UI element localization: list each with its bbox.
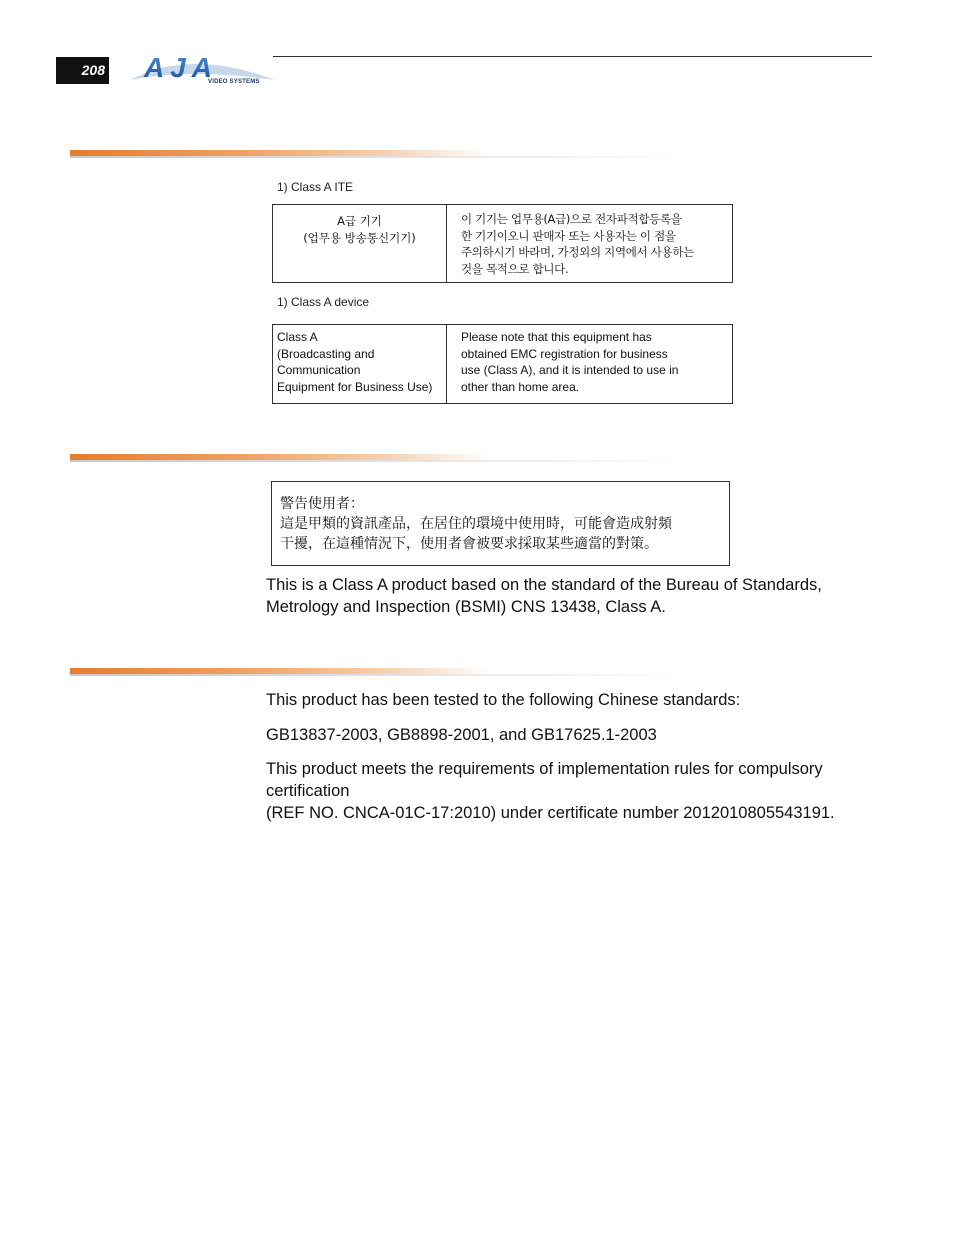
korea-table-en: [272, 324, 733, 404]
korea-label-en: 1) Class A device: [277, 295, 370, 309]
china-paragraph-certification: This product meets the requirements of implementation rules for compulsory certification (REF NO. CNCA-01C-17:2010) under certificate number 2012010805543191.: [266, 760, 835, 822]
china-paragraph-standards: This product has been tested to the following Chinese standards:: [266, 691, 741, 709]
china-paragraph-list: GB13837-2003, GB8898-2001, and GB17625.1-2003: [266, 726, 657, 744]
page-number: 208: [56, 57, 109, 84]
korea-table-kr: [272, 204, 733, 283]
logo-text: AJA: [144, 54, 219, 83]
taiwan-statement: This is a Class A product based on the standard of the Bureau of Standards, Metrology and Inspection (BSMI) CNS 13438, Class A.: [266, 576, 822, 616]
korea-table-kr-left: A급 기기 (업무용 방송통신기기): [273, 205, 447, 282]
header-rule: [273, 56, 872, 57]
korea-table-en-left: Class A (Broadcasting and Communication Equipment for Business Use): [273, 325, 447, 403]
section-divider-taiwan: [70, 454, 490, 460]
section-divider-china: [70, 668, 490, 674]
korea-table-kr-right: 이 기기는 업무용(A급)으로 전자파적합등록을 한 기기이오니 판매자 또는 사용자는 이 점을 주의하시기 바라며, 가정외의 지역에서 사용하는 것을 목적으로 합니다.: [461, 212, 694, 276]
taiwan-warning-box: 警告使用者： 這是甲類的資訊產品，在居住的環境中使用時，可能會造成射頻 干擾，在這種情況下，使用者會被要求採取某些適當的對策。: [271, 481, 730, 566]
korea-table-en-right: Please note that this equipment has obtained EMC registration for business use (Class A), and it is intended to use in other than home area.: [461, 330, 679, 394]
korea-label-kr: 1) Class A ITE: [277, 180, 354, 194]
logo-subtext: VIDEO SYSTEMS: [208, 79, 260, 85]
section-divider-korea: [70, 150, 490, 156]
